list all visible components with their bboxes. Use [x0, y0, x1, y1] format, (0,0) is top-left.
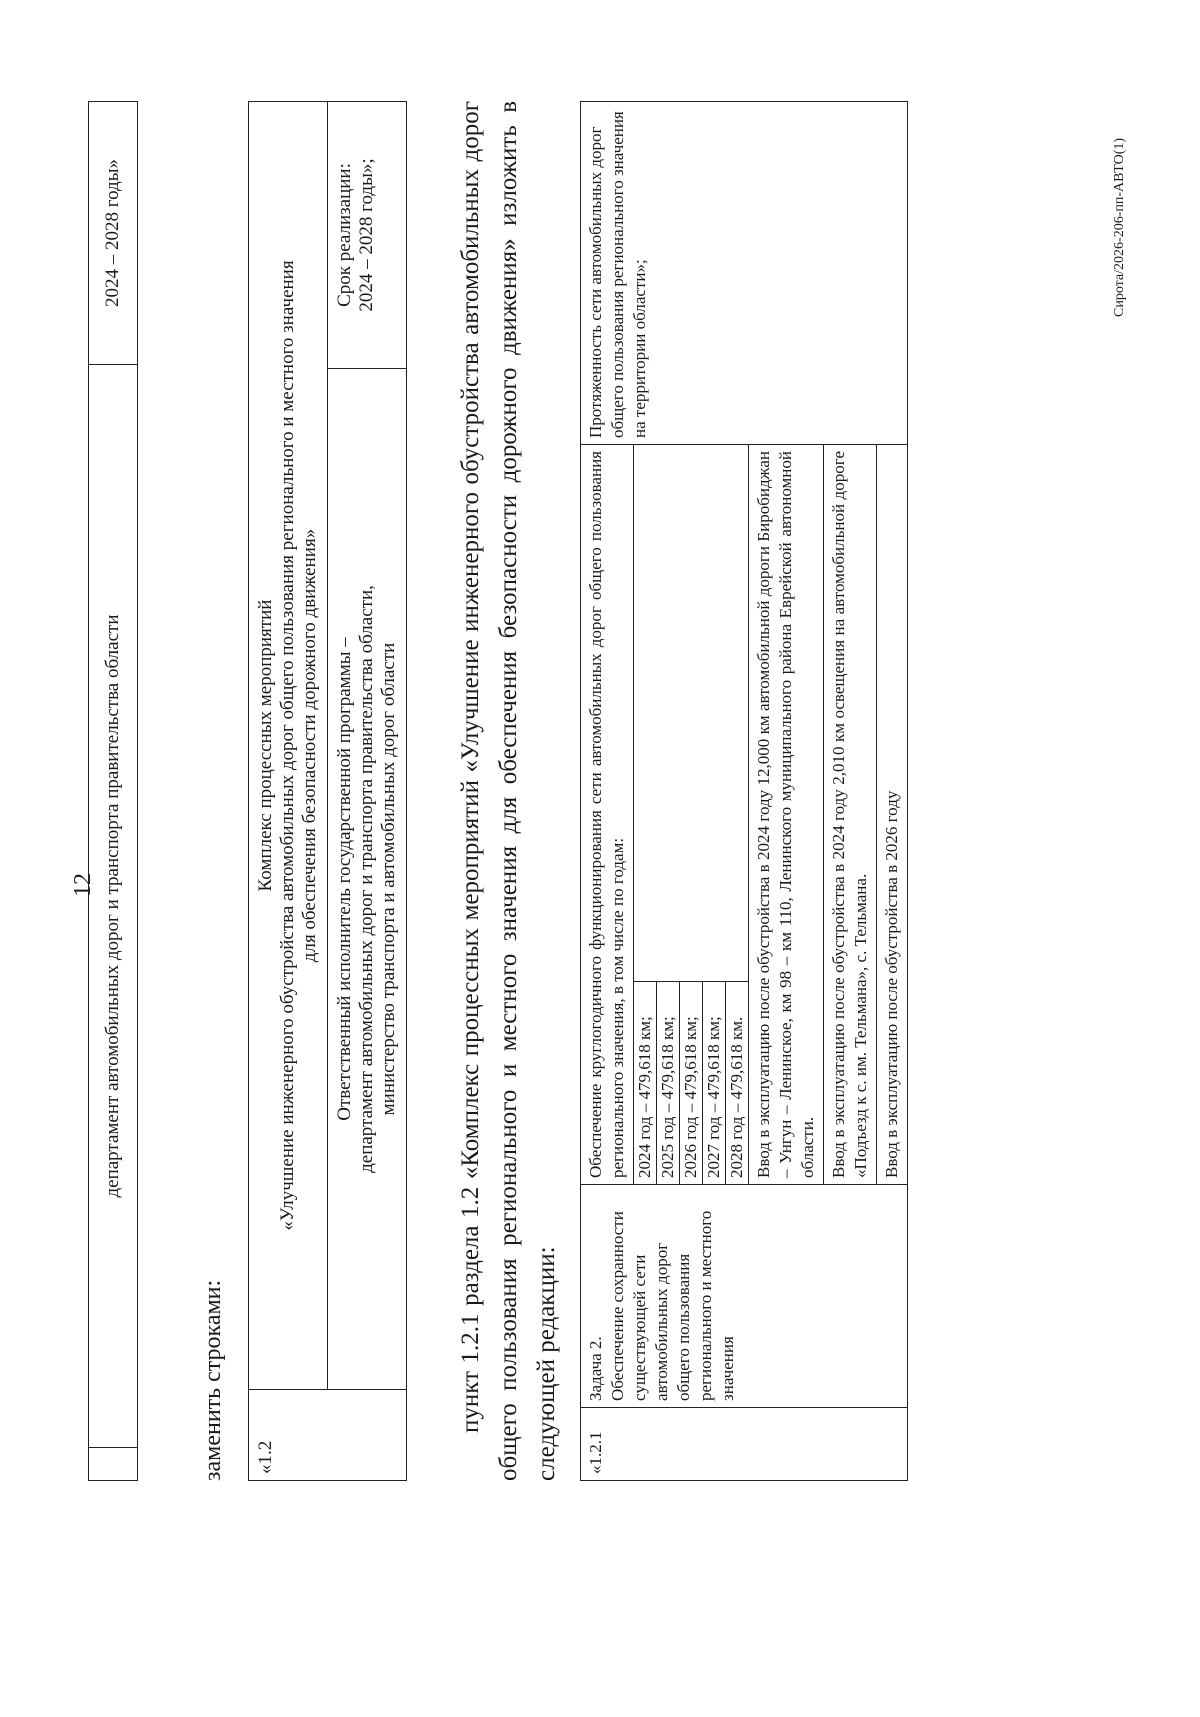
measure-item: Ввод в эксплуатацию после обустройства в 2024 году 12,000 км автомобильной дороги Биробиджан – Унгун – Ленинское, км 98 – км 110, Ленинского муниципального района Еврейской автономной области. — [748, 445, 823, 1184]
table-1-2-term-cell — [328, 102, 407, 369]
table-1-2-exec-line3: министерство транспорта и автомобильных дорог области — [378, 642, 399, 1116]
top-table-fragment — [88, 101, 138, 1481]
top-table-empty-cell — [89, 1448, 138, 1481]
measure-intro-text: Обеспечение круглогодичного функционирования сети автомобильных дорог общего пользования регионального значения, в том числе по годам: — [586, 451, 627, 1178]
footer-document-code: Сирота/2026-206-пп-АВТО(1) — [1112, 137, 1127, 317]
task-title: Задача 2. — [586, 1336, 605, 1401]
table-1-2-exec-line2: департамент автомобильных дорог и транспорта правительства области, — [356, 585, 377, 1173]
top-table-executor-cell: департамент автомобильных дорог и транспорта правительства области — [89, 365, 138, 1448]
table-1-2-number: «1.2 — [249, 1390, 407, 1481]
table-1-2-1-measures-cell — [581, 445, 908, 1185]
year-item: 2028 год – 479,618 км. — [726, 981, 748, 1184]
year-item: 2025 год – 479,618 км; — [657, 981, 680, 1184]
page-number: 12 — [70, 873, 96, 897]
replace-label: заменить строками: — [200, 1279, 226, 1481]
year-item: 2024 год – 479,618 км; — [634, 981, 657, 1184]
year-item: 2026 год – 479,618 км; — [680, 981, 703, 1184]
measure-item: Ввод в эксплуатацию после обустройства в 2024 году 2,010 км освещения на автомобильной дороге «Подъезд к с. им. Тельмана», с. Тельмана. — [823, 445, 876, 1184]
table-1-2-executor-cell — [328, 369, 407, 1390]
top-table-term-cell: 2024 – 2028 годы» — [89, 102, 138, 365]
measure-item: Ввод в эксплуатацию после обустройства в 2026 году — [876, 445, 907, 1184]
measure-intro — [581, 445, 633, 1184]
table-1-2-exec-line1: Ответственный исполнитель государственной программы – — [334, 637, 355, 1121]
table-1-2-term-line1: Срок реализации: — [334, 163, 355, 307]
table-1-2-title-cell — [249, 102, 328, 1390]
table-1-2-1-indicator-cell: Протяженность сети автомобильных дорог общего пользования регионального значения на территории области»; — [581, 102, 908, 445]
table-1-2-1-task-cell — [581, 1185, 908, 1408]
years-list — [633, 445, 748, 1184]
year-item: 2027 год – 479,618 км; — [703, 981, 726, 1184]
amendment-paragraph — [452, 101, 566, 1481]
table-1-2-term-line2: 2024 – 2028 годы»; — [356, 158, 377, 312]
table-1-2-title-line2: «Улучшение инженерного обустройства автомобильных дорог общего пользования регионального и местного значения — [277, 260, 298, 1231]
task-text: Обеспечение сохранности существующей сети автомобильных дорог общего пользования регионального и местного значения — [608, 1210, 737, 1401]
table-1-2-1-number: «1.2.1 — [581, 1408, 908, 1481]
table-1-2-title-line1: Комплекс процессных мероприятий — [255, 599, 276, 892]
table-1-2-1 — [580, 101, 908, 1481]
table-1-2-title-line3: для обеспечения безопасности дорожного движения» — [299, 528, 320, 963]
amendment-paragraph-text: пункт 1.2.1 раздела 1.2 «Комплекс процессных мероприятий «Улучшение инженерного обустройства автомобильных дорог общего пользования регионального и местного значения для обеспечения безопасности дорожного движения» изложить в следующей редакции: — [457, 101, 560, 1481]
table-1-2 — [248, 101, 407, 1481]
